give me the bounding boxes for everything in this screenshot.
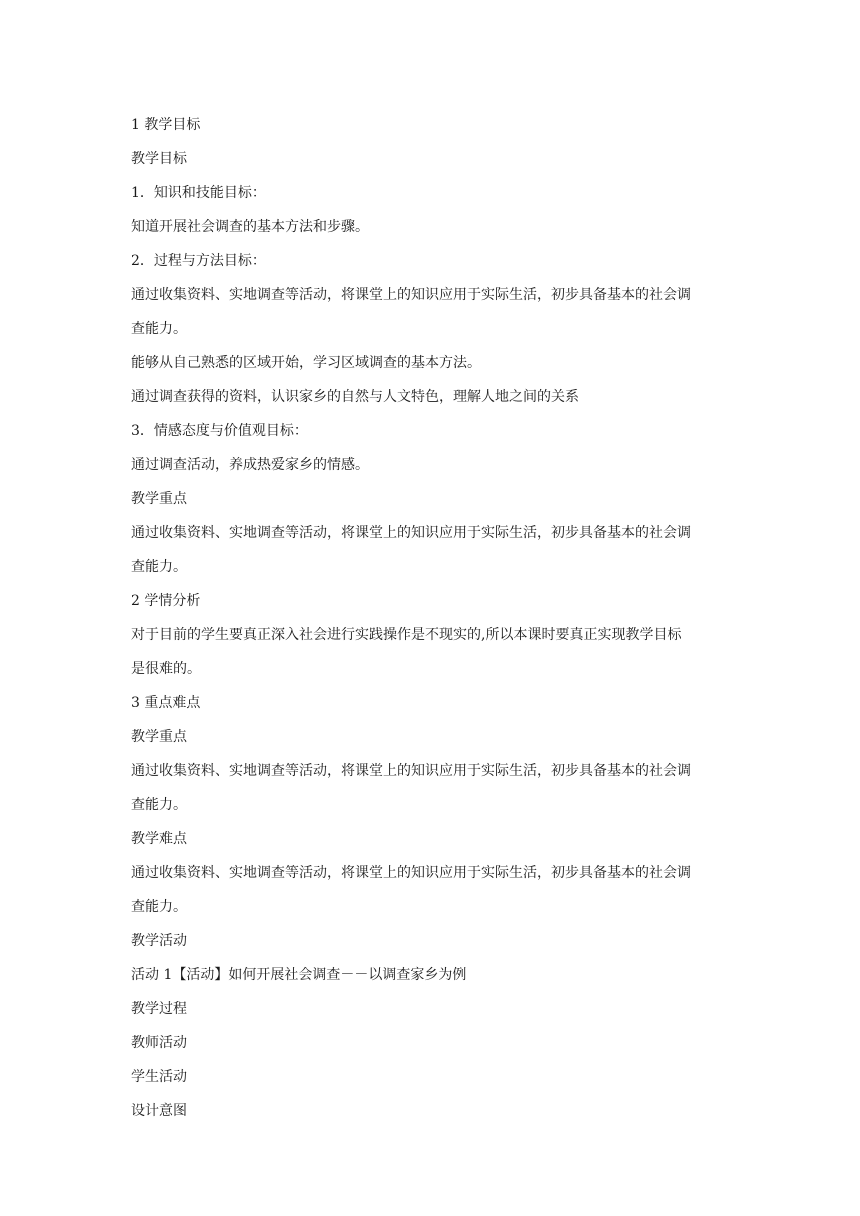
- text-line: 查能力。: [131, 899, 187, 915]
- objective-item-attitude-heading: 3．情感态度与价值观目标：: [131, 423, 308, 439]
- text-line: 通过调查活动，养成热爱家乡的情感。: [131, 457, 369, 473]
- subheading-key-points: 教学重点: [131, 729, 187, 745]
- column-label-design-intent: 设计意图: [131, 1103, 187, 1119]
- subheading-teaching-objectives: 教学目标: [131, 151, 187, 167]
- subheading-teaching-activities: 教学活动: [131, 933, 187, 949]
- text-line: 对于目前的学生要真正深入社会进行实践操作是不现实的,所以本课时要真正实现教学目标: [131, 627, 682, 643]
- objective-item-process-heading: 2．过程与方法目标：: [131, 253, 266, 269]
- section-heading-student-analysis: 2 学情分析: [131, 593, 201, 609]
- column-label-student-activity: 学生活动: [131, 1069, 187, 1085]
- section-heading-objectives: 1 教学目标: [131, 117, 201, 133]
- section-heading-key-difficult-points: 3 重点难点: [131, 695, 201, 711]
- subheading-teaching-process: 教学过程: [131, 1001, 187, 1017]
- text-line: 是很难的。: [131, 661, 201, 677]
- document-body: [131, 108, 731, 1128]
- text-line: 通过收集资料、实地调查等活动，将课堂上的知识应用于实际生活，初步具备基本的社会调: [131, 525, 691, 541]
- text-line: 通过收集资料、实地调查等活动，将课堂上的知识应用于实际生活，初步具备基本的社会调: [131, 865, 691, 881]
- text-line: 查能力。: [131, 797, 187, 813]
- text-line: 通过收集资料、实地调查等活动，将课堂上的知识应用于实际生活，初步具备基本的社会调: [131, 763, 691, 779]
- subheading-key-points: 教学重点: [131, 491, 187, 507]
- text-line: 能够从自己熟悉的区域开始，学习区域调查的基本方法。: [131, 355, 481, 371]
- subheading-difficult-points: 教学难点: [131, 831, 187, 847]
- text-line: 查能力。: [131, 559, 187, 575]
- text-line: 通过调查获得的资料，认识家乡的自然与人文特色，理解人地之间的关系: [131, 389, 579, 405]
- activity-title: 活动 1【活动】如何开展社会调查－－以调查家乡为例: [131, 967, 467, 983]
- text-line: 查能力。: [131, 321, 187, 337]
- objective-item-knowledge-heading: 1．知识和技能目标：: [131, 185, 266, 201]
- text-line: 知道开展社会调查的基本方法和步骤。: [131, 219, 369, 235]
- column-label-teacher-activity: 教师活动: [131, 1035, 187, 1051]
- text-line: 通过收集资料、实地调查等活动，将课堂上的知识应用于实际生活，初步具备基本的社会调: [131, 287, 691, 303]
